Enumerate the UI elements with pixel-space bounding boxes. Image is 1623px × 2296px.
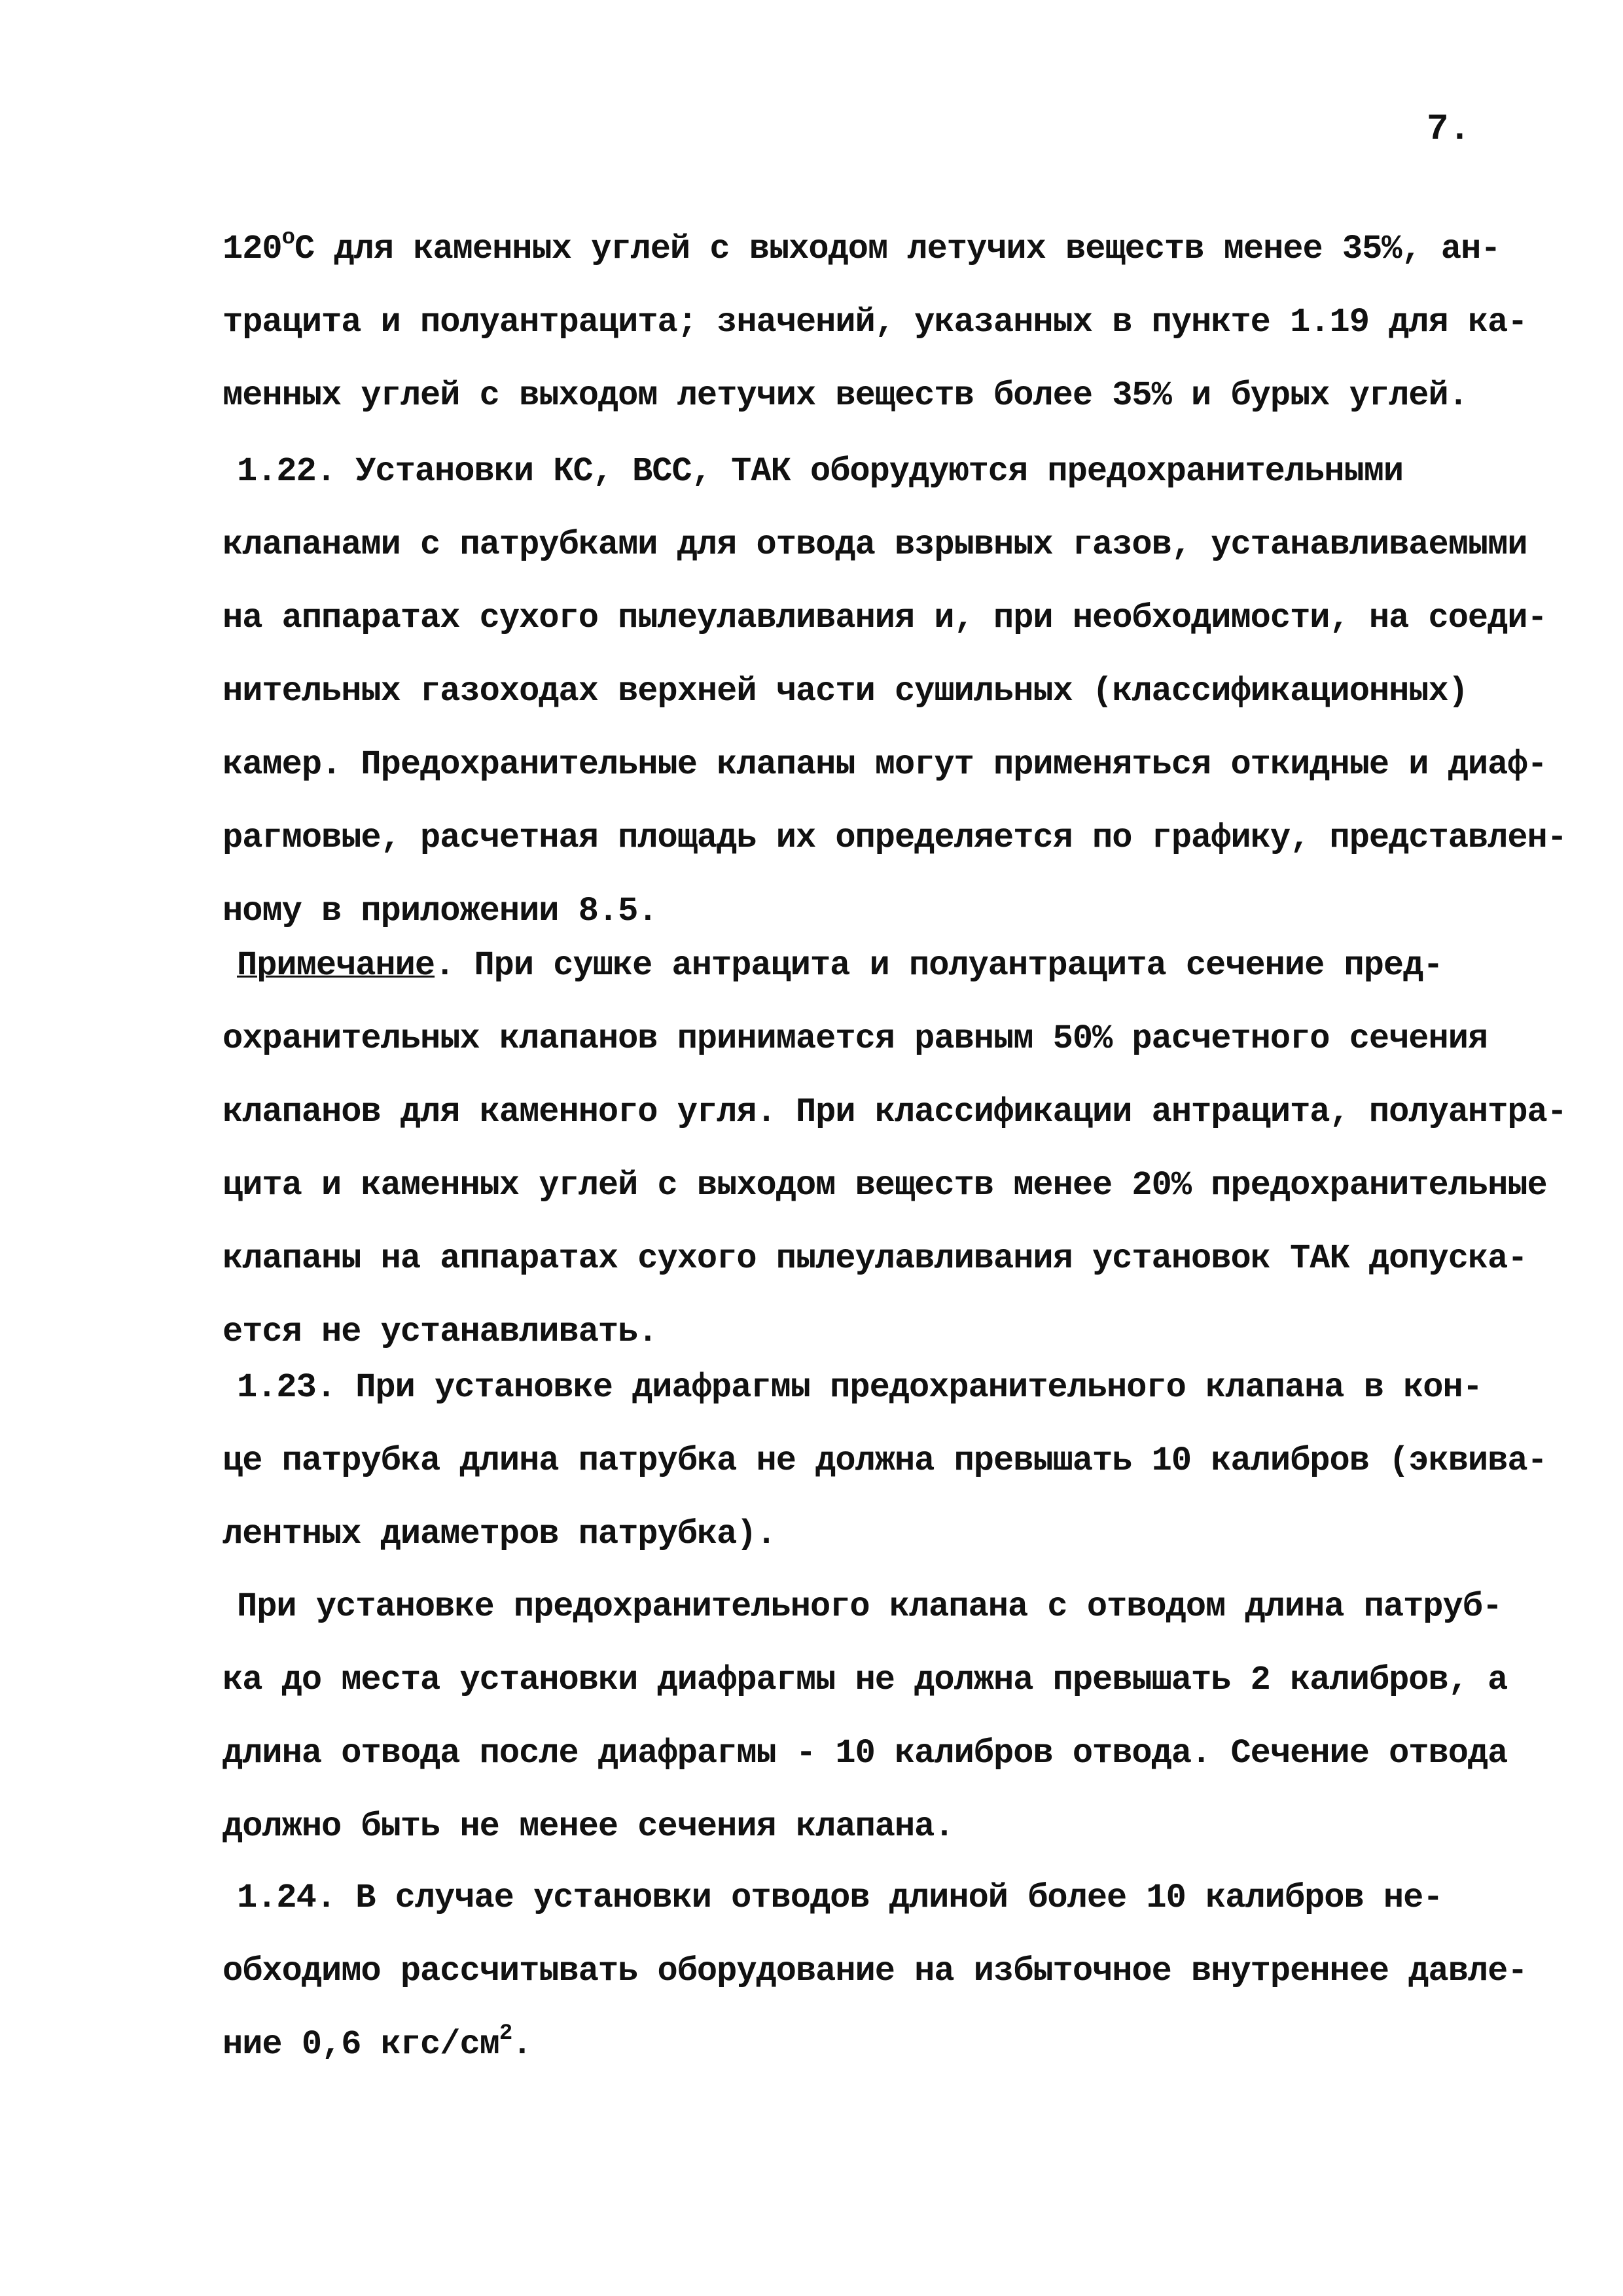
text-line: ка до места установки диафрагмы не должна превышать 2 калибров, а [223,1661,1508,1699]
text-line: обходимо рассчитывать оборудование на избыточное внутреннее давле- [223,1952,1527,1990]
paragraph-1-23 [223,1351,1547,1571]
text-line: $120^оС$ для каменных углей с выходом летучих веществ менее 35%, ан- [223,226,1501,268]
text-line: камер. Предохранительные клапаны могут применяться откидные и диаф- [223,745,1547,784]
paragraph-1-23-continued [223,1570,1518,1863]
text-line: цита и каменных углей с выходом веществ менее 20% предохранительные [223,1166,1547,1205]
paragraph-1-24 [223,1862,1527,2081]
page-number: 7. [1427,108,1471,150]
text-line: трацита и полуантрацита; значений, указанных в пункте 1.19 для ка- [223,303,1527,342]
text-line: должно быть не менее сечения клапана. [223,1807,954,1846]
text-line: ется не устанавливать. [223,1313,658,1351]
paragraph-1-22 [223,435,1567,948]
text-line: ние 0,6 кгс/$см^2$. [223,2021,532,2064]
text-line: клапанов для каменного угля. При классификации антрацита, полуантра- [223,1093,1567,1131]
text-line: 1.24. В случае установки отводов длиной более 10 калибров не- [237,1879,1443,1917]
text-line: рагмовые, расчетная площадь их определяется по графику, представлен- [223,819,1567,857]
exponent-superscript: 2 [499,2021,512,2046]
note-paragraph [223,929,1567,1369]
text-line: 1.23. При установке диафрагмы предохранительного клапана в кон- [237,1368,1482,1407]
text-line: на аппаратах сухого пылеулавливания и, при необходимости, на соеди- [223,599,1547,637]
text-line: Примечание. При сушке антрацита и полуантрацита сечение пред- [237,946,1443,985]
text-line: це патрубка длина патрубка не должна превышать 10 калибров (эквива- [223,1441,1547,1480]
text-line: клапаны на аппаратах сухого пылеулавливания установок ТАК допуска- [223,1239,1527,1278]
text-line: клапанами с патрубками для отвода взрывных газов, устанавливаемыми [223,525,1527,564]
text-line: лентных диаметров патрубка). [223,1515,776,1553]
degree-superscript: о [281,226,295,251]
text-line: 1.22. Установки КС, ВСС, ТАК оборудуются предохранительными [237,452,1404,491]
text-line: охранительных клапанов принимается равным 50% расчетного сечения [223,1019,1488,1058]
text-line: ному в приложении 8.5. [223,892,658,930]
text-line: нительных газоходах верхней части сушильных (классификационных) [223,672,1468,711]
text-line: При установке предохранительного клапана с отводом длина патруб- [237,1587,1503,1626]
text-line: длина отвода после диафрагмы - 10 калибров отвода. Сечение отвода [223,1734,1508,1773]
note-label: Примечание [237,946,435,985]
paragraph-continuation [223,213,1527,433]
text-line: менных углей с выходом летучих веществ более 35% и бурых углей. [223,376,1468,415]
